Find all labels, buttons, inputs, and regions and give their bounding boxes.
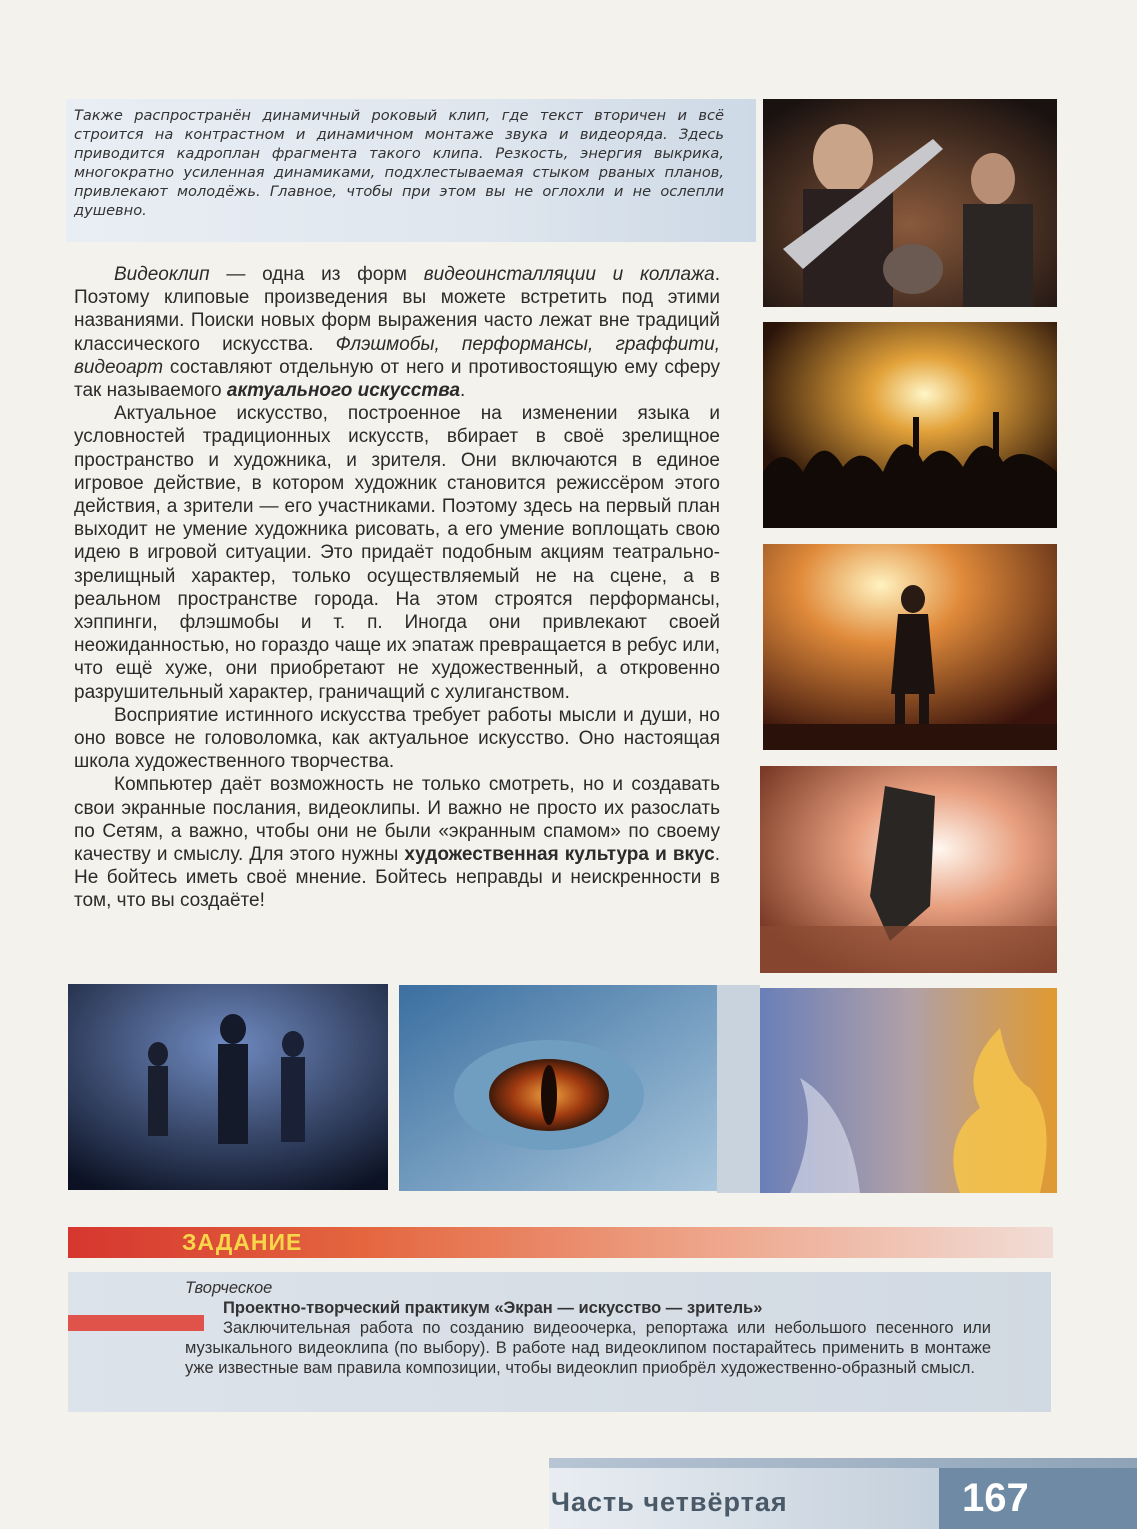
text-run: . Поэтому клиповые произведения вы можете встретить под этими названиями. Поиски новых форм выражения часто лежат вне традиций классического искусства.	[74, 264, 720, 355]
paragraph-4	[74, 773, 720, 912]
stage-singer-photo	[763, 544, 1057, 750]
term-videoclip: Видеоклип	[114, 264, 210, 285]
text-run: составляют отдельную от него и противостоящую ему сферу так называемого	[74, 356, 720, 402]
text-run: — одна из форм	[209, 264, 424, 285]
footer-section-label: Часть четвёртая	[551, 1487, 788, 1517]
term-videoinstallation: видеоинсталляции и коллажа	[423, 264, 715, 285]
paragraph-2: Актуальное искусство, построенное на изменении языка и условностей традиционных искусств, вбирает в своё зрелищное пространство и художника, и зрителя. Они включаются в единое игровое действие, в котором художник становится режиссёром этого действия, а зрители — его участниками. Поэтому здесь на первый план выходит не умение художника рисовать, а его умение воплощать свою идею в игровой ситуации. Это придаёт подобным акциям театрально-зрелищный характер, только осуществляемый не на сцене, а в реальном пространстве города. На этом строятся перформансы, хэппинги, флэшмобы и т. п. Иногда они привлекают своей неожиданностью, но гораздо чаще их эпатаж превращается в ребус или, что ещё хуже, они приобретают не художественный, а откровенно разрушительный характер, граничащий с хулиганством.	[74, 403, 720, 703]
footer-accent-bar	[549, 1458, 1137, 1468]
paragraph-1	[74, 263, 720, 402]
gray-divider-strip	[717, 985, 760, 1193]
task-subtitle: Творческое	[185, 1279, 273, 1297]
text-run: . Не бойтесь иметь своё мнение. Бойтесь неправды и неискренности в том, что вы создаёте!	[74, 844, 720, 912]
text-run: Компьютер даёт возможность не только смотреть, но и создавать свои экранные послания, видеоклипы. И важно не просто их разослать по Сетям, а важно, чтобы они не были «экранным спамом» по своему качеству и смыслу. Для этого нужны	[74, 774, 720, 866]
task-title: ЗАДАНИЕ	[182, 1229, 303, 1255]
paragraph-3: Восприятие истинного искусства требует работы мысли и души, но оно вовсе не головоломка, как актуальное искусство. Оно настоящая школа художественного творчества.	[74, 704, 720, 773]
intro-italic-text: Также распространён динамичный роковый клип, где текст вторичен и всё строится на контрастном и динамичном монтаже звука и видеоряда. Здесь приводится кадроплан фрагмента такого клипа. Резкость, энергия выкрика, многократно усиленная динамиками, подхлестываемая стыком рваных планов, привлекают молодёжь. Главное, чтобы при этом вы не оглохли и не ослепли душевно.	[74, 107, 724, 219]
flames-photo	[760, 988, 1057, 1193]
term-artistic-culture: художественная культура и вкус	[404, 844, 715, 866]
explosion-photo	[760, 766, 1057, 973]
task-content	[185, 1278, 991, 1378]
main-body-text	[74, 263, 720, 913]
page-number: 167	[962, 1476, 1029, 1520]
task-description: Заключительная работа по созданию видеоочерка, репортажа или небольшого песенного или музыкального видеоклипа (по выбору). В работе над видеоклипом постарайтесь применить в монтаже уже известные вам правила композиции, чтобы видеоклип приобрёл художественно-образный смысл.	[185, 1319, 991, 1377]
term-actual-art: актуального искусства	[226, 380, 461, 402]
task-red-marker	[68, 1315, 204, 1331]
rock-band-photo	[763, 99, 1057, 307]
dragon-eye-photo	[399, 985, 717, 1191]
task-heading: Проектно-творческий практикум «Экран — искусство — зритель»	[223, 1299, 763, 1317]
text-run: .	[460, 380, 466, 402]
blue-dancers-photo	[68, 984, 388, 1190]
concert-crowd-photo	[763, 322, 1057, 528]
term-flashmobs: Флэшмобы, перформансы, граффити, видеоарт	[74, 333, 720, 378]
